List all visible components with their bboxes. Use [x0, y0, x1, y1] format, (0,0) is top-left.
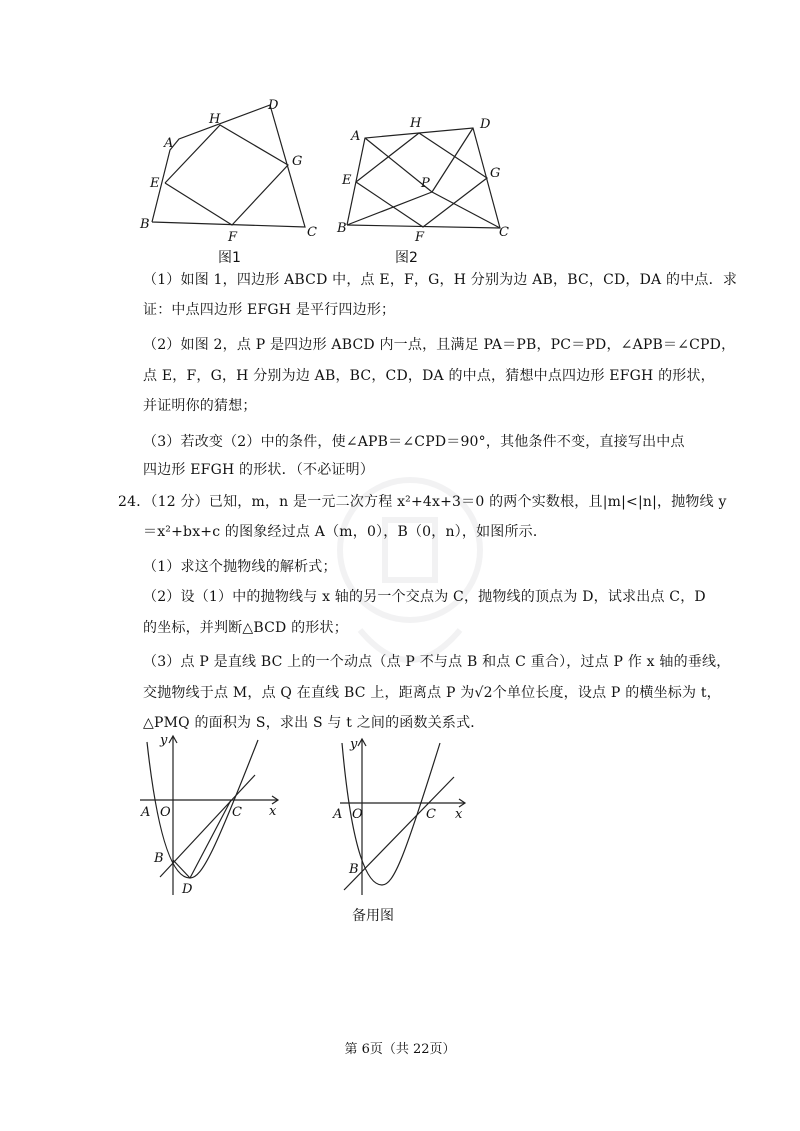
fig1-quad-abcd [152, 105, 305, 227]
q24-stem-line2: ＝x²+bx+c 的图象经过点 A（m，0），B（0，n），如图所示． [143, 524, 548, 540]
figure-parabola-spare [330, 735, 480, 900]
graph1-label-o: O [160, 805, 171, 820]
q23-part3-line1: （3）若改变（2）中的条件，使∠APB＝∠CPD＝90°，其他条件不变，直接写出中点 [143, 434, 685, 450]
fig2-label-g: G [490, 166, 501, 181]
fig2-label-e: E [342, 173, 352, 188]
fig2-label-a: A [351, 129, 361, 144]
q23-part1-line1: （1）如图 1，四边形 ABCD 中，点 E，F，G，H 分别为边 AB，BC，CD，DA 的中点．求 [143, 272, 738, 288]
q24-part3-line2 [143, 683, 721, 703]
graph2-label-b: B [349, 862, 359, 877]
fig1-label-f: F [228, 230, 238, 245]
fig2-caption: 图2 [395, 250, 418, 266]
q23-part2-line1: （2）如图 2，点 P 是四边形 ABCD 内一点，且满足 PA＝PB，PC＝PD，∠APB＝∠CPD， [143, 337, 736, 353]
q24-part3-line2a: 交抛物线于点 M，点 Q 在直线 BC 上，距离点 P 为 [143, 685, 475, 701]
fig2-label-b: B [337, 221, 347, 236]
fig1-label-b: B [140, 217, 150, 232]
q24-part3-line3: △PMQ 的面积为 S，求出 S 与 t 之间的函数关系式． [143, 715, 485, 731]
graph1-label-y: y [160, 733, 168, 748]
q23-part2-line3: 并证明你的猜想； [143, 398, 257, 414]
figure-1-quadrilateral [130, 95, 330, 265]
q24-part3-line1: （3）点 P 是直线 BC 上的一个动点（点 P 不与点 B 和点 C 重合），过点 P 作 x 轴的垂线， [143, 654, 731, 670]
figure-parabola-main [130, 730, 290, 900]
fig2-label-f: F [415, 230, 425, 245]
q23-part3-line2: 四边形 EFGH 的形状．（不必证明） [143, 462, 375, 478]
graph2-label-a: A [333, 807, 343, 822]
fig1-label-g: G [292, 154, 303, 169]
figure-2-quadrilateral [335, 110, 515, 260]
q24-stem-line1: 24．（12 分）已知，m，n 是一元二次方程 x²+4x+3＝0 的两个实数根，且|m|<|n|，抛物线 y [118, 494, 727, 510]
q24-part1: （1）求这个抛物线的解析式； [143, 559, 337, 575]
graph2-label-c: C [426, 807, 436, 822]
fig1-label-d: D [268, 98, 279, 113]
sqrt-two: √2 [474, 685, 493, 701]
graph1-label-b: B [154, 851, 164, 866]
graph2-label-x: x [455, 807, 463, 822]
graph2-label-y: y [350, 737, 358, 752]
fig2-label-h: H [410, 116, 422, 131]
graph1-label-d: D [182, 882, 193, 897]
fig2-label-p: P [421, 176, 430, 191]
fig1-caption: 图1 [218, 250, 241, 266]
page-footer: 第 6页（共 22页） [344, 1042, 456, 1057]
q23-part2-line2: 点 E，F，G，H 分别为边 AB，BC，CD，DA 的中点，猜想中点四边形 EFGH 的形状， [143, 368, 715, 384]
q24-part2-line1: （2）设（1）中的抛物线与 x 轴的另一个交点为 C，抛物线的顶点为 D，试求出点 C，D [143, 589, 706, 605]
fig1-label-e: E [150, 176, 160, 191]
graph1-label-x: x [269, 804, 277, 819]
fig1-label-h: H [209, 112, 221, 127]
fig1-quad-efgh [165, 125, 288, 225]
fig2-label-c: C [499, 225, 509, 240]
spare-figure-caption: 备用图 [352, 908, 394, 924]
graph2-label-o: O [352, 807, 363, 822]
q23-part1-line2: 证：中点四边形 EFGH 是平行四边形； [143, 302, 396, 318]
graph1-label-a: A [141, 805, 151, 820]
q24-part2-line2: 的坐标，并判断△BCD 的形状； [143, 620, 348, 636]
q24-part3-line2b: 个单位长度，设点 P 的横坐标为 t， [492, 685, 721, 701]
graph1-label-c: C [232, 805, 242, 820]
fig2-label-d: D [480, 117, 491, 132]
fig1-label-a: A [164, 136, 174, 151]
fig1-label-c: C [307, 225, 317, 240]
